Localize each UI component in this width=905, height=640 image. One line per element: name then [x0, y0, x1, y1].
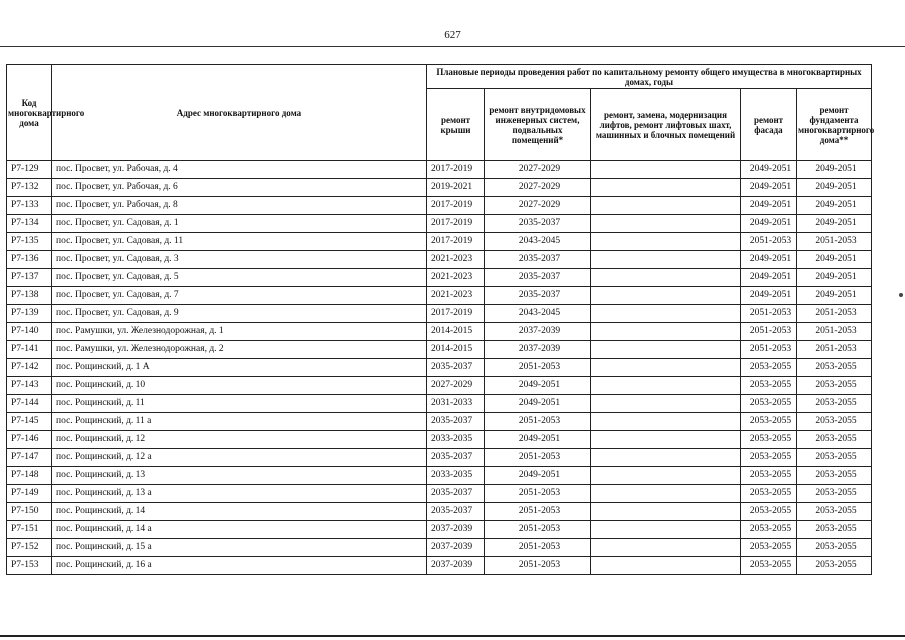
cell-facade: 2051-2053: [741, 305, 797, 323]
cell-engineering: 2043-2045: [485, 305, 591, 323]
cell-foundation: 2053-2055: [797, 377, 872, 395]
header-elevators: ремонт, замена, модернизация лифтов, ремонт лифтовых шахт, машинных и блочных помещений: [591, 89, 741, 161]
scan-artifact-dot: [899, 293, 903, 297]
cell-code: Р7-143: [7, 377, 52, 395]
cell-code: Р7-149: [7, 485, 52, 503]
cell-address: пос. Рощинский, д. 11 а: [52, 413, 427, 431]
cell-roof: 2035-2037: [427, 413, 485, 431]
cell-facade: 2053-2055: [741, 413, 797, 431]
cell-facade: 2053-2055: [741, 377, 797, 395]
cell-foundation: 2049-2051: [797, 161, 872, 179]
cell-facade: 2049-2051: [741, 161, 797, 179]
cell-address: пос. Рамушки, ул. Железнодорожная, д. 1: [52, 323, 427, 341]
cell-address: пос. Рощинский, д. 12: [52, 431, 427, 449]
cell-code: Р7-135: [7, 233, 52, 251]
cell-code: Р7-132: [7, 179, 52, 197]
cell-facade: 2053-2055: [741, 431, 797, 449]
cell-foundation: 2051-2053: [797, 341, 872, 359]
cell-code: Р7-151: [7, 521, 52, 539]
cell-code: Р7-138: [7, 287, 52, 305]
cell-elevators: [591, 269, 741, 287]
cell-engineering: 2051-2053: [485, 503, 591, 521]
cell-foundation: 2051-2053: [797, 233, 872, 251]
table-row: [7, 341, 872, 359]
cell-engineering: 2037-2039: [485, 323, 591, 341]
cell-roof: 2037-2039: [427, 557, 485, 575]
cell-engineering: 2035-2037: [485, 287, 591, 305]
cell-foundation: 2049-2051: [797, 287, 872, 305]
cell-address: пос. Просвет, ул. Садовая, д. 9: [52, 305, 427, 323]
cell-foundation: 2053-2055: [797, 359, 872, 377]
table-row: [7, 467, 872, 485]
cell-facade: 2053-2055: [741, 395, 797, 413]
cell-foundation: 2051-2053: [797, 323, 872, 341]
cell-foundation: 2053-2055: [797, 503, 872, 521]
cell-engineering: 2051-2053: [485, 413, 591, 431]
cell-engineering: 2051-2053: [485, 485, 591, 503]
cell-engineering: 2051-2053: [485, 539, 591, 557]
table-row: [7, 539, 872, 557]
cell-facade: 2049-2051: [741, 287, 797, 305]
cell-foundation: 2049-2051: [797, 215, 872, 233]
table-row: [7, 485, 872, 503]
header-facade: ремонт фасада: [741, 89, 797, 161]
cell-facade: 2053-2055: [741, 485, 797, 503]
cell-elevators: [591, 287, 741, 305]
cell-elevators: [591, 467, 741, 485]
cell-code: Р7-145: [7, 413, 52, 431]
cell-roof: 2014-2015: [427, 341, 485, 359]
header-engineering: ремонт внутридомовых инженерных систем, подвальных помещений*: [485, 89, 591, 161]
table-row: [7, 359, 872, 377]
cell-elevators: [591, 557, 741, 575]
cell-engineering: 2049-2051: [485, 377, 591, 395]
table-row: [7, 413, 872, 431]
cell-roof: 2019-2021: [427, 179, 485, 197]
cell-address: пос. Просвет, ул. Садовая, д. 11: [52, 233, 427, 251]
cell-engineering: 2037-2039: [485, 341, 591, 359]
cell-address: пос. Просвет, ул. Садовая, д. 1: [52, 215, 427, 233]
cell-elevators: [591, 503, 741, 521]
cell-facade: 2053-2055: [741, 539, 797, 557]
cell-address: пос. Рощинский, д. 13 а: [52, 485, 427, 503]
cell-roof: 2017-2019: [427, 305, 485, 323]
cell-facade: 2051-2053: [741, 233, 797, 251]
header-address: Адрес многоквартирного дома: [52, 65, 427, 161]
cell-roof: 2021-2023: [427, 251, 485, 269]
cell-roof: 2014-2015: [427, 323, 485, 341]
cell-roof: 2035-2037: [427, 485, 485, 503]
cell-facade: 2053-2055: [741, 449, 797, 467]
cell-elevators: [591, 413, 741, 431]
table-row: [7, 521, 872, 539]
cell-engineering: 2049-2051: [485, 431, 591, 449]
table-row: [7, 377, 872, 395]
cell-engineering: 2035-2037: [485, 251, 591, 269]
cell-foundation: 2049-2051: [797, 179, 872, 197]
table-row: [7, 503, 872, 521]
cell-code: Р7-141: [7, 341, 52, 359]
cell-elevators: [591, 521, 741, 539]
cell-elevators: [591, 233, 741, 251]
cell-elevators: [591, 377, 741, 395]
cell-code: Р7-152: [7, 539, 52, 557]
cell-roof: 2035-2037: [427, 503, 485, 521]
cell-code: Р7-137: [7, 269, 52, 287]
table-row: [7, 395, 872, 413]
cell-elevators: [591, 485, 741, 503]
cell-facade: 2053-2055: [741, 359, 797, 377]
cell-elevators: [591, 323, 741, 341]
cell-address: пос. Рамушки, ул. Железнодорожная, д. 2: [52, 341, 427, 359]
cell-engineering: 2027-2029: [485, 197, 591, 215]
table-row: [7, 197, 872, 215]
cell-roof: 2021-2023: [427, 287, 485, 305]
cell-code: Р7-148: [7, 467, 52, 485]
header-row-top: [7, 65, 872, 89]
table-row: [7, 449, 872, 467]
cell-elevators: [591, 539, 741, 557]
cell-foundation: 2049-2051: [797, 197, 872, 215]
cell-elevators: [591, 395, 741, 413]
cell-code: Р7-134: [7, 215, 52, 233]
cell-address: пос. Рощинский, д. 11: [52, 395, 427, 413]
cell-roof: 2031-2033: [427, 395, 485, 413]
cell-address: пос. Рощинский, д. 1 А: [52, 359, 427, 377]
cell-address: пос. Просвет, ул. Садовая, д. 5: [52, 269, 427, 287]
cell-foundation: 2053-2055: [797, 521, 872, 539]
cell-foundation: 2053-2055: [797, 539, 872, 557]
cell-address: пос. Рощинский, д. 15 а: [52, 539, 427, 557]
cell-engineering: 2027-2029: [485, 179, 591, 197]
cell-elevators: [591, 431, 741, 449]
cell-foundation: 2053-2055: [797, 431, 872, 449]
cell-elevators: [591, 305, 741, 323]
table-row: [7, 557, 872, 575]
cell-code: Р7-129: [7, 161, 52, 179]
cell-engineering: 2027-2029: [485, 161, 591, 179]
table-row: [7, 233, 872, 251]
cell-foundation: 2049-2051: [797, 251, 872, 269]
cell-elevators: [591, 197, 741, 215]
cell-elevators: [591, 161, 741, 179]
table-body: [7, 161, 872, 575]
cell-engineering: 2035-2037: [485, 269, 591, 287]
cell-engineering: 2049-2051: [485, 395, 591, 413]
cell-elevators: [591, 449, 741, 467]
cell-roof: 2035-2037: [427, 359, 485, 377]
cell-facade: 2053-2055: [741, 467, 797, 485]
cell-roof: 2017-2019: [427, 161, 485, 179]
table-row: [7, 305, 872, 323]
cell-roof: 2027-2029: [427, 377, 485, 395]
cell-code: Р7-133: [7, 197, 52, 215]
cell-address: пос. Просвет, ул. Рабочая, д. 8: [52, 197, 427, 215]
header-code: Код многоквартирного дома: [7, 65, 52, 161]
cell-engineering: 2051-2053: [485, 557, 591, 575]
cell-roof: 2033-2035: [427, 431, 485, 449]
table-row: [7, 287, 872, 305]
cell-facade: 2053-2055: [741, 521, 797, 539]
page-number: 627: [444, 29, 461, 41]
cell-engineering: 2051-2053: [485, 359, 591, 377]
cell-roof: 2037-2039: [427, 521, 485, 539]
cell-code: Р7-144: [7, 395, 52, 413]
cell-code: Р7-146: [7, 431, 52, 449]
cell-engineering: 2051-2053: [485, 449, 591, 467]
cell-engineering: 2035-2037: [485, 215, 591, 233]
cell-address: пос. Рощинский, д. 13: [52, 467, 427, 485]
header-roof: ремонт крыши: [427, 89, 485, 161]
table-row: [7, 215, 872, 233]
cell-code: Р7-140: [7, 323, 52, 341]
cell-elevators: [591, 359, 741, 377]
cell-elevators: [591, 251, 741, 269]
cell-facade: 2049-2051: [741, 215, 797, 233]
cell-facade: 2049-2051: [741, 251, 797, 269]
cell-address: пос. Просвет, ул. Садовая, д. 3: [52, 251, 427, 269]
cell-facade: 2049-2051: [741, 197, 797, 215]
cell-roof: 2033-2035: [427, 467, 485, 485]
repair-schedule-table: [6, 64, 875, 575]
cell-foundation: 2053-2055: [797, 485, 872, 503]
cell-roof: 2035-2037: [427, 449, 485, 467]
cell-foundation: 2053-2055: [797, 413, 872, 431]
cell-foundation: 2053-2055: [797, 449, 872, 467]
cell-engineering: 2043-2045: [485, 233, 591, 251]
cell-roof: 2017-2019: [427, 215, 485, 233]
cell-foundation: 2053-2055: [797, 395, 872, 413]
cell-address: пос. Рощинский, д. 14: [52, 503, 427, 521]
cell-foundation: 2049-2051: [797, 269, 872, 287]
table-row: [7, 323, 872, 341]
cell-roof: 2021-2023: [427, 269, 485, 287]
cell-engineering: 2051-2053: [485, 521, 591, 539]
cell-code: Р7-147: [7, 449, 52, 467]
cell-address: пос. Просвет, ул. Садовая, д. 7: [52, 287, 427, 305]
cell-address: пос. Рощинский, д. 16 а: [52, 557, 427, 575]
cell-code: Р7-150: [7, 503, 52, 521]
cell-facade: 2053-2055: [741, 503, 797, 521]
cell-elevators: [591, 341, 741, 359]
cell-foundation: 2053-2055: [797, 467, 872, 485]
cell-facade: 2053-2055: [741, 557, 797, 575]
cell-roof: 2037-2039: [427, 539, 485, 557]
cell-code: Р7-139: [7, 305, 52, 323]
header-foundation: ремонт фундамента многоквартирного дома**: [797, 89, 872, 161]
cell-address: пос. Просвет, ул. Рабочая, д. 6: [52, 179, 427, 197]
table-row: [7, 269, 872, 287]
table-row: [7, 251, 872, 269]
header-group: Плановые периоды проведения работ по капитальному ремонту общего имущества в многоквартирных домах, годы: [427, 65, 872, 89]
cell-foundation: 2051-2053: [797, 305, 872, 323]
cell-code: Р7-153: [7, 557, 52, 575]
cell-code: Р7-136: [7, 251, 52, 269]
cell-engineering: 2049-2051: [485, 467, 591, 485]
cell-roof: 2017-2019: [427, 233, 485, 251]
cell-address: пос. Просвет, ул. Рабочая, д. 4: [52, 161, 427, 179]
cell-foundation: 2053-2055: [797, 557, 872, 575]
cell-facade: 2049-2051: [741, 269, 797, 287]
table-row: [7, 431, 872, 449]
cell-elevators: [591, 215, 741, 233]
cell-address: пос. Рощинский, д. 14 а: [52, 521, 427, 539]
cell-code: Р7-142: [7, 359, 52, 377]
cell-facade: 2051-2053: [741, 341, 797, 359]
cell-roof: 2017-2019: [427, 197, 485, 215]
table-row: [7, 161, 872, 179]
bottom-rule: [0, 635, 905, 637]
cell-address: пос. Рощинский, д. 12 а: [52, 449, 427, 467]
table-row: [7, 179, 872, 197]
cell-elevators: [591, 179, 741, 197]
cell-facade: 2049-2051: [741, 179, 797, 197]
cell-facade: 2051-2053: [741, 323, 797, 341]
cell-address: пос. Рощинский, д. 10: [52, 377, 427, 395]
top-rule: [0, 46, 905, 47]
